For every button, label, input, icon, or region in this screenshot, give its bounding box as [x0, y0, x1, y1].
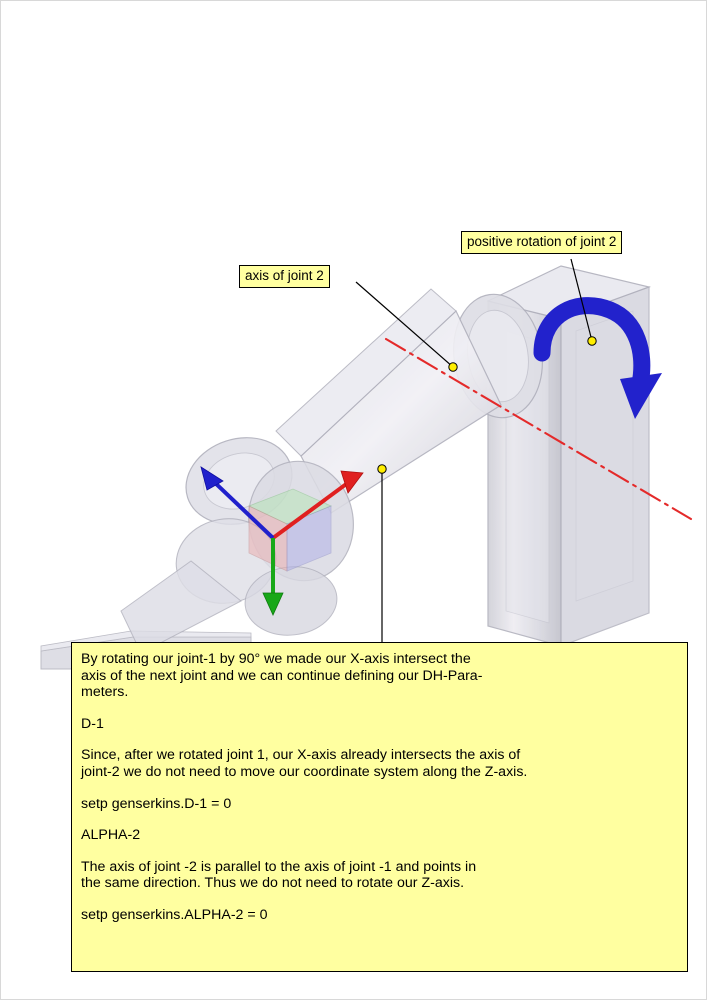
note-heading-d1: D-1: [81, 715, 104, 732]
note-line-1c: meters.: [81, 684, 129, 701]
note-line-1a: By rotating our joint-1 by 90° we made our X-axis intersect the: [81, 651, 471, 667]
note-command-d1: setp genserkins.D-1 = 0: [81, 795, 232, 812]
note-heading-alpha2: ALPHA-2: [81, 827, 141, 844]
note-line-6a: The axis of joint -2 is parallel to the axis of joint -1 and points in: [81, 858, 477, 875]
note-line-3a: Since, after we rotated joint 1, our X-axis already intersects the axis of: [81, 747, 521, 764]
note-line-1b: axis of the next joint and we can continue defining our DH-Para-: [81, 667, 483, 684]
note-command-alpha2: setp genserkins.ALPHA-2 = 0: [81, 907, 268, 924]
note-line-6b: the same direction. Thus we do not need to rotate our Z-axis.: [81, 875, 465, 892]
callout-axis-of-joint-2: axis of joint 2: [239, 265, 330, 288]
explanation-note-box: [71, 642, 688, 972]
note-line-3b: joint-2 we do not need to move our coordinate system along the Z-axis.: [81, 764, 528, 781]
callout-positive-rotation-of-joint-2: positive rotation of joint 2: [461, 231, 622, 254]
